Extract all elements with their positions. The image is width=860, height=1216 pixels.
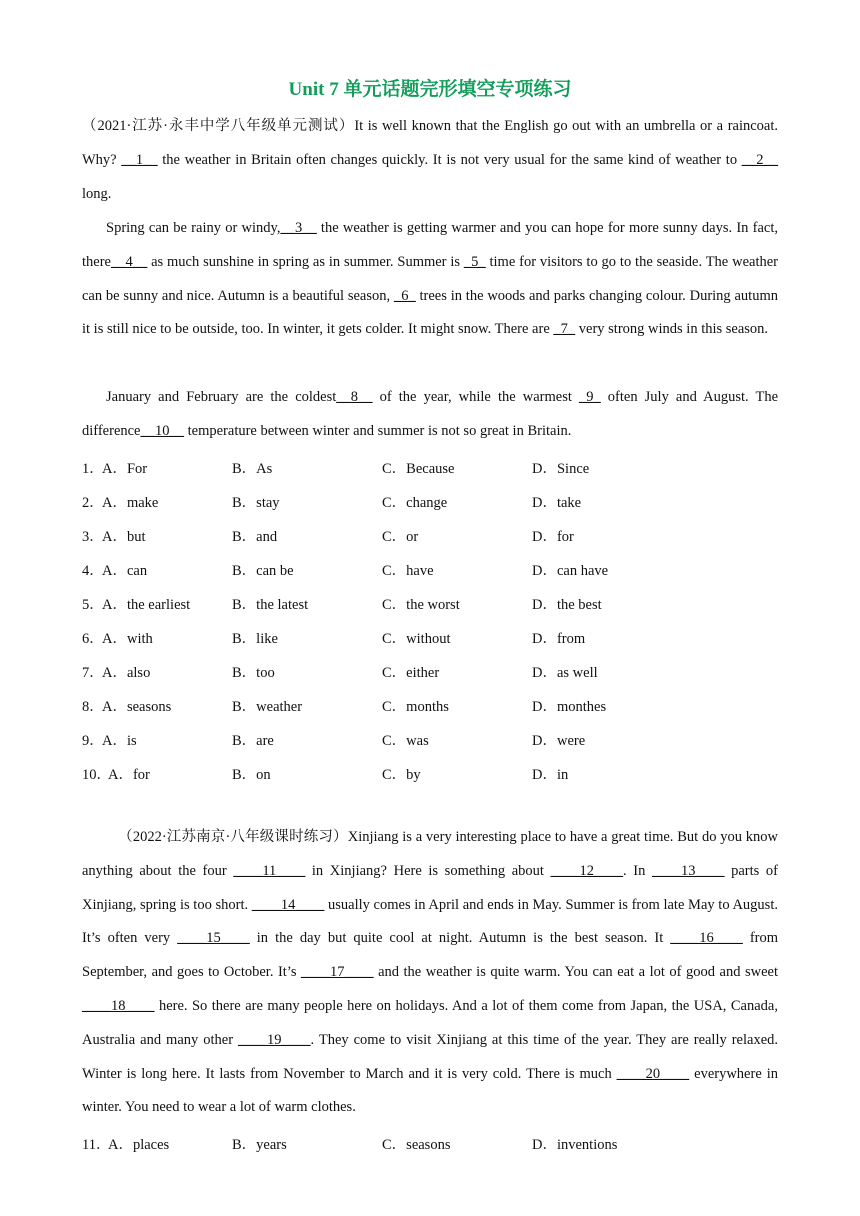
- passage1-paragraph-1: （2021·江苏·永丰中学八年级单元测试）It is well known that the English go out with an umbrella or a raincoat. Why? __1__ the weather in Britain often changes quickly. It is not very usual for the same kind of weather to __2__ long.: [82, 118, 779, 202]
- option-a: A．the earliest: [102, 597, 191, 613]
- option-c: C．have: [382, 563, 434, 579]
- option-b: B．like: [232, 631, 278, 647]
- option-c: C．either: [382, 665, 440, 681]
- question-number: 5．: [82, 597, 104, 613]
- option-a: A．places: [108, 1137, 170, 1153]
- question-number: 10．: [82, 767, 111, 783]
- question-number: 1．: [82, 461, 104, 477]
- blank-20: ____20____: [616, 1065, 690, 1082]
- option-d: D．in: [532, 767, 569, 783]
- question-number: 8．: [82, 699, 104, 715]
- blank-2: __2__: [741, 151, 779, 168]
- option-c: C．the worst: [382, 597, 460, 613]
- blank-4: __4__: [110, 253, 148, 270]
- option-c: C．without: [382, 631, 451, 647]
- option-d: D．for: [532, 529, 574, 545]
- blank-14: ____14____: [251, 896, 325, 913]
- passage1-paragraph-3: January and February are the coldest__8__ of the year, while the warmest _9_ often July and August. The difference__10__ temperature between winter and summer is not so great in Britain.: [82, 389, 779, 439]
- option-a: A．is: [102, 733, 137, 749]
- blank-5: _5_: [463, 253, 486, 270]
- blank-19: ____19____: [238, 1031, 311, 1048]
- option-b: B．weather: [232, 699, 303, 715]
- question-number: 3．: [82, 529, 104, 545]
- option-d: D．take: [532, 495, 582, 511]
- question-number: 6．: [82, 631, 104, 647]
- option-d: D．as well: [532, 665, 598, 681]
- option-d: D．can have: [532, 563, 609, 579]
- option-c: C．change: [382, 495, 448, 511]
- option-b: B．on: [232, 767, 271, 783]
- option-c: C．by: [382, 767, 421, 783]
- option-a: A．with: [102, 631, 153, 647]
- option-d: D．were: [532, 733, 586, 749]
- blank-16: ____16____: [670, 930, 743, 947]
- passage2-source: （2022·江苏南京·八年级课时练习）: [118, 829, 348, 845]
- question-number: 11．: [82, 1137, 111, 1153]
- blank-9: _9_: [578, 389, 601, 405]
- blank-13: ____13____: [652, 862, 725, 879]
- option-c: C．was: [382, 733, 429, 749]
- option-d: D．from: [532, 631, 586, 647]
- question-number: 2．: [82, 495, 104, 511]
- blank-17: ____17____: [301, 964, 374, 981]
- question-number: 4．: [82, 563, 104, 579]
- blank-12: ____12____: [550, 862, 624, 879]
- option-b: B．can be: [232, 563, 294, 579]
- blank-3: __3__: [280, 220, 317, 236]
- option-a: A．make: [102, 495, 159, 511]
- passage1-source: （2021·江苏·永丰中学八年级单元测试）: [82, 118, 355, 134]
- blank-18: ____18____: [82, 997, 155, 1014]
- option-c: C．seasons: [382, 1137, 451, 1153]
- option-b: B．are: [232, 733, 274, 749]
- passage2-paragraph-1: （2022·江苏南京·八年级课时练习）Xinjiang is a very interesting place to have a great time. But do you know anything about the four ____11____ in Xinjiang? Here is something about ____12____. In ____13____ parts of Xinjiang, spring is too short. ____14____ usually comes in April and ends in May. Summer is from late May to August. It’s often very ____15____ in the day but quite cool at night. Autumn is the best season. It ____16____ from September, and goes to October. It’s ____17____ and the weather is quite warm. You can eat a lot of good and sweet ____18____ here. So there are many people here on holidays. And a lot of them come from Japan, the USA, Canada, Australia and many other ____19____. They come to visit Xinjiang at this time of the year. They are really relaxed. Winter is long here. It lasts from November to March and it is very cold. There is much ____20____ everywhere in winter. You need to wear a lot of warm clothes.: [82, 829, 779, 1116]
- option-d: D．the best: [532, 597, 602, 613]
- blank-6: _6_: [393, 287, 416, 304]
- blank-11: ____11____: [233, 862, 306, 879]
- option-a: A．seasons: [102, 699, 172, 715]
- option-b: B．too: [232, 665, 275, 681]
- option-b: B．stay: [232, 495, 280, 511]
- option-a: A．For: [102, 461, 148, 477]
- option-d: D．inventions: [532, 1137, 618, 1153]
- page-title: Unit 7 单元话题完形填空专项练习: [288, 79, 572, 100]
- option-a: A．can: [102, 563, 148, 579]
- option-b: B．and: [232, 529, 278, 545]
- option-b: B．As: [232, 461, 273, 477]
- blank-7: _7_: [553, 321, 576, 338]
- option-b: B．the latest: [232, 597, 309, 613]
- blank-8: __8__: [336, 389, 373, 405]
- question-number: 7．: [82, 665, 104, 681]
- blank-10: __10__: [140, 422, 184, 439]
- passage1-paragraph-2: Spring can be rainy or windy,__3__ the weather is getting warmer and you can hope for more sunny days. In fact, there__4__ as much sunshine in spring as in summer. Summer is _5_ time for visitors to go to the seaside. The weather can be sunny and nice. Autumn is a beautiful season, _6_ trees in the woods and parks changing colour. During autumn it is still nice to be outside, too. In winter, it gets colder. It might snow. There are _7_ very strong winds in this season.: [82, 220, 778, 338]
- option-c: C．months: [382, 699, 449, 715]
- option-b: B．years: [232, 1137, 287, 1153]
- option-d: D．monthes: [532, 699, 607, 715]
- option-a: A．also: [102, 665, 151, 681]
- question-number: 9．: [82, 733, 104, 749]
- option-a: A．for: [108, 767, 150, 783]
- blank-15: ____15____: [177, 930, 250, 947]
- option-a: A．but: [102, 529, 146, 545]
- option-c: C．Because: [382, 461, 455, 477]
- blank-1: __1__: [121, 151, 158, 168]
- option-d: D．Since: [532, 461, 590, 477]
- option-c: C．or: [382, 529, 419, 545]
